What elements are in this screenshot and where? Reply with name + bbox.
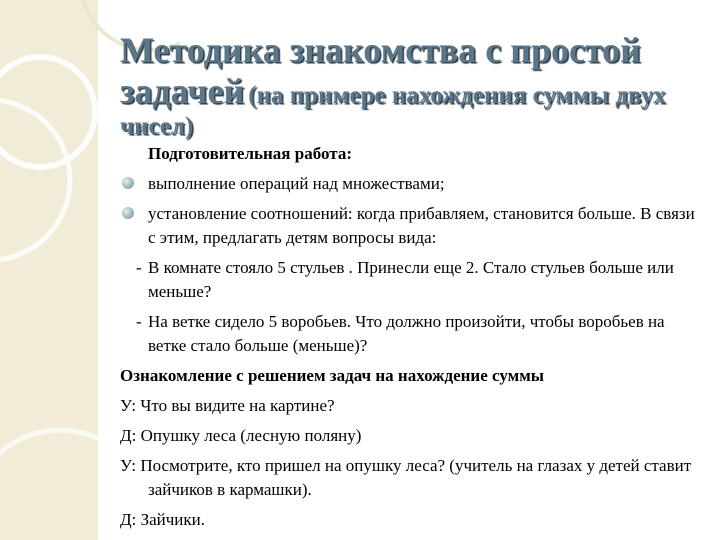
title-main: Методика знакомства с простой задачей: [120, 30, 641, 112]
dialogue-line-1: У: Что вы видите на картине?: [120, 396, 335, 415]
section-heading: Ознакомление с решением задач на нахождение суммы: [120, 366, 545, 385]
bullet-item-2: [120, 202, 705, 250]
dash-mark: -: [136, 312, 142, 331]
title-sub: (на примере нахождения суммы двух чисел): [120, 82, 666, 140]
bullet-icon: [122, 177, 134, 189]
dash-mark: -: [136, 258, 142, 277]
bullet-text-2: установление соотношений: когда прибавляем, становится больше. В связи с этим, предлагать детям вопросы вида:: [148, 204, 695, 247]
dash-text-2: На ветке сидело 5 воробьев. Что должно произойти, чтобы воробьев на ветке стало больше (меньше)?: [148, 312, 665, 355]
dialogue-line-2: Д: Опушку леса (лесную поляну): [120, 426, 362, 445]
dash-item-2: [120, 310, 705, 358]
prep-heading: Подготовительная работа:: [148, 144, 352, 163]
slide-title: [120, 30, 700, 142]
dialogue-line-3: У: Посмотрите, кто пришел на опушку леса? (учитель на глазах у детей ставит зайчиков в кармашки).: [120, 456, 692, 499]
bullet-item-1: [120, 172, 705, 196]
dash-item-1: [120, 256, 705, 304]
slide-content: [120, 142, 705, 538]
dash-text-1: В комнате стояло 5 стульев . Принесли еще 2. Стало стульев больше или меньше?: [148, 258, 674, 301]
bullet-icon: [122, 207, 134, 219]
dialogue-line-4: Д: Зайчики.: [120, 510, 205, 529]
bullet-text-1: выполнение операций над множествами;: [148, 174, 445, 193]
